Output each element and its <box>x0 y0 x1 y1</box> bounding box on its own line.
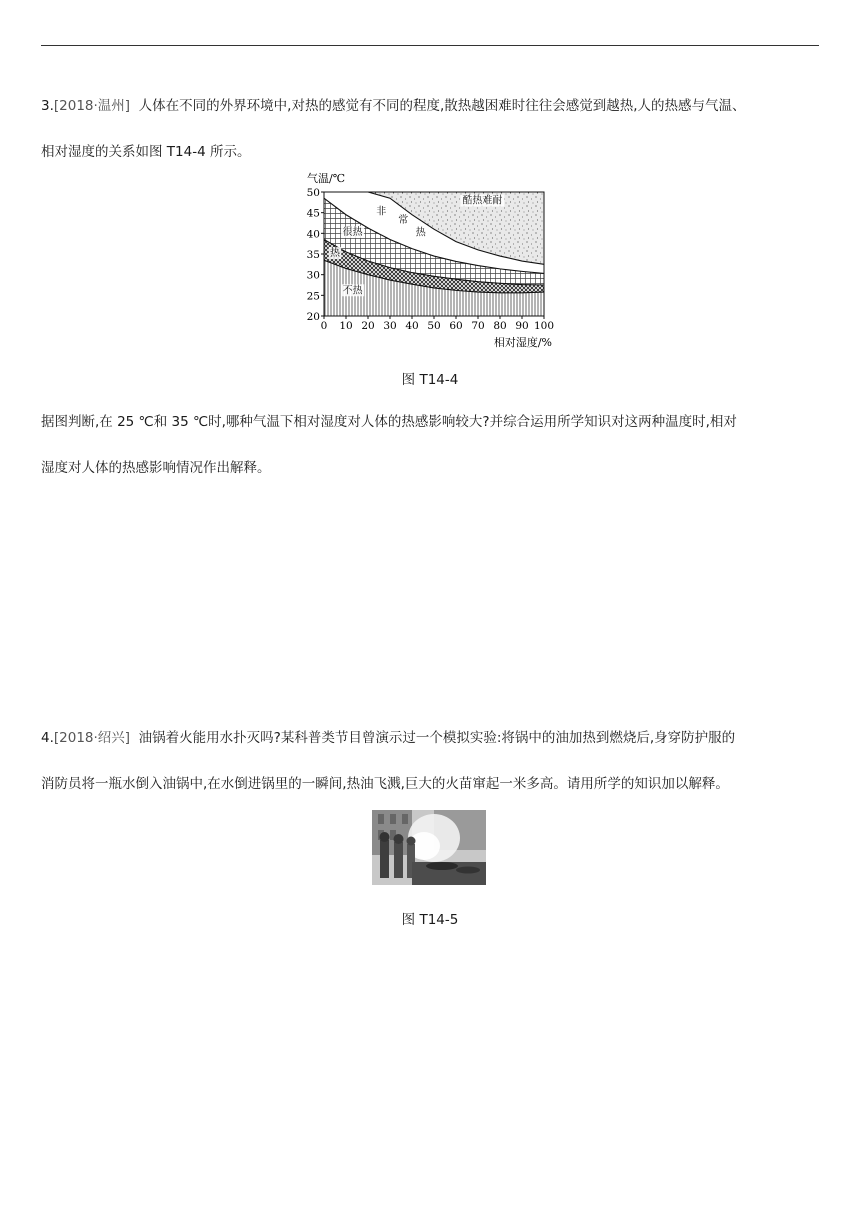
y-tick-label: 30 <box>306 269 320 282</box>
q3-line1 <box>41 96 821 116</box>
figure-t14-5-caption: 图 T14-5 <box>401 912 459 928</box>
x-tick-label: 100 <box>533 320 555 332</box>
region-label: 非 <box>376 206 387 218</box>
q3-text-line1: 人体在不同的外界环境中,对热的感觉有不同的程度,散热越困难时往往会感觉到越热,人的热感与气温、 <box>138 98 746 114</box>
q4-line2: 消防员将一瓶水倒入油锅中,在水倒进锅里的一瞬间,热油飞溅,巨大的火苗窜起一米多高。请用所学的知识加以解释。 <box>41 776 729 792</box>
q3-question-line1: 据图判断,在 25 ℃和 35 ℃时,哪种气温下相对湿度对人体的热感影响较大?并综合运用所学知识对这两种温度时,相对 <box>41 414 737 430</box>
q3-line2: 相对湿度的关系如图 T14-4 所示。 <box>41 144 251 160</box>
y-tick-label: 25 <box>306 290 320 303</box>
region-label: 不热 <box>342 285 363 297</box>
chart-regions <box>324 192 544 316</box>
firefighter-photo <box>372 810 486 885</box>
x-tick-label: 0 <box>320 320 328 332</box>
region-label: 酷热难耐 <box>462 195 503 207</box>
x-tick-label: 30 <box>383 320 397 332</box>
y-tick-label: 40 <box>306 228 320 241</box>
x-tick-label: 60 <box>449 320 463 332</box>
y-tick-label: 50 <box>306 187 320 199</box>
x-tick-label: 40 <box>405 320 419 332</box>
x-tick-label: 20 <box>361 320 375 332</box>
x-tick-label: 10 <box>339 320 353 332</box>
region-label: 很热 <box>342 226 363 238</box>
header-rule <box>41 45 819 46</box>
q3-source: [2018·温州] <box>53 98 131 114</box>
chart-y-axis-label: 气温/℃ <box>307 172 346 185</box>
q4-source: [2018·绍兴] <box>53 730 131 746</box>
q4-text-line1: 油锅着火能用水扑灭吗?某科普类节目曾演示过一个模拟实验:将锅中的油加热到燃烧后,身穿防护服的 <box>138 730 736 746</box>
y-tick-label: 20 <box>306 311 320 323</box>
q3-number: 3. <box>41 98 54 114</box>
q4-number: 4. <box>41 730 54 746</box>
heat-sensation-chart <box>300 168 560 354</box>
region-label: 热 <box>330 248 340 260</box>
q4-line1 <box>41 728 821 748</box>
y-tick-label: 45 <box>306 207 320 220</box>
figure-t14-4-caption: 图 T14-4 <box>401 372 459 388</box>
x-tick-label: 50 <box>427 320 441 332</box>
q3-question-line2: 湿度对人体的热感影响情况作出解释。 <box>41 460 271 476</box>
region-label: 常 <box>398 215 409 226</box>
x-tick-label: 80 <box>493 320 507 332</box>
chart-x-axis-label: 相对湿度/% <box>493 336 552 349</box>
x-tick-label: 70 <box>471 320 485 332</box>
region-label: 热 <box>415 227 426 239</box>
x-tick-label: 90 <box>515 320 529 332</box>
y-tick-label: 35 <box>306 249 320 261</box>
